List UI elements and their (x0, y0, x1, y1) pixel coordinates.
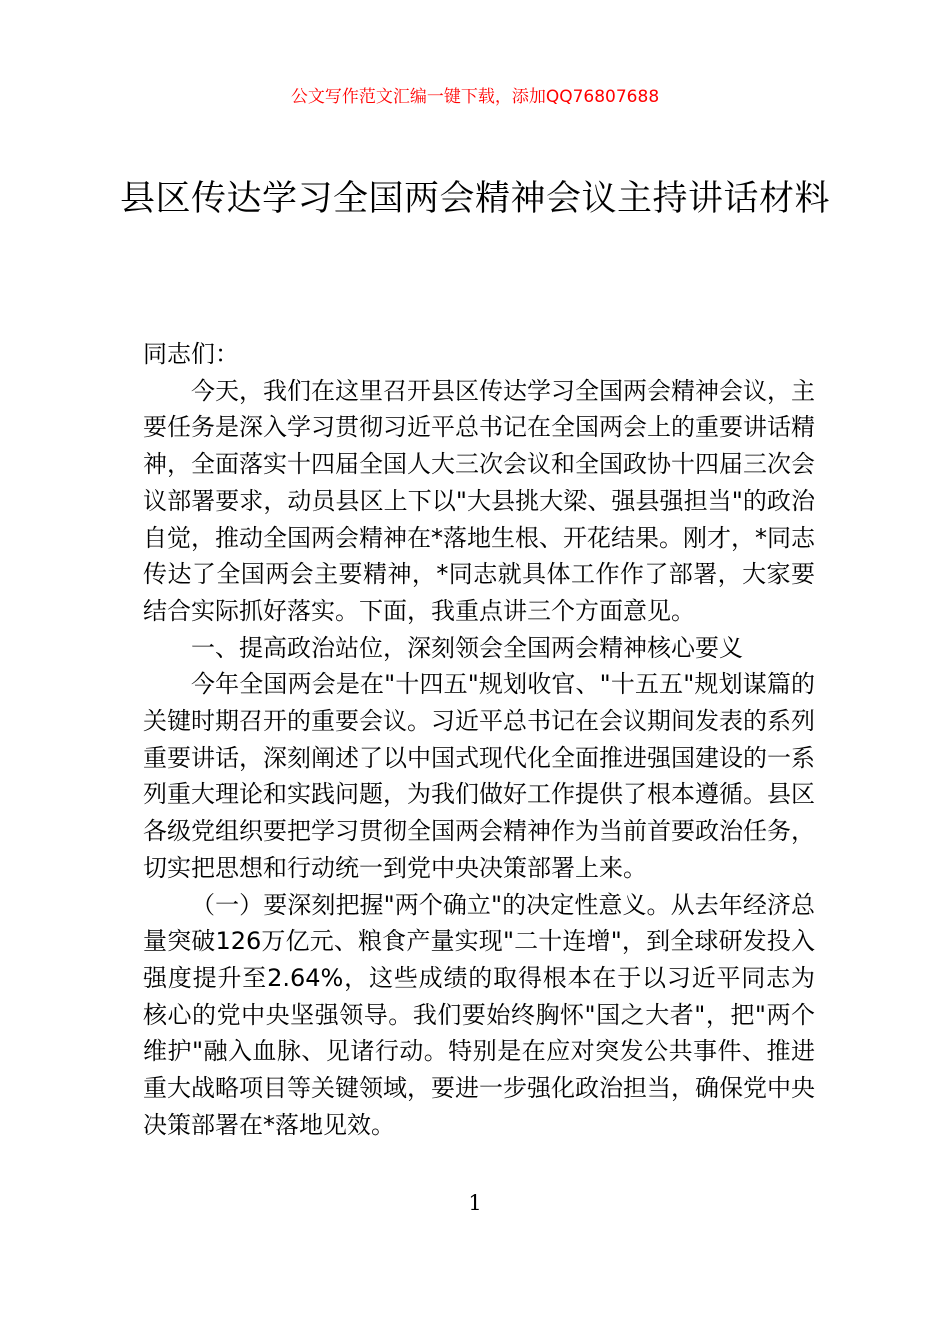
paragraph-intro: 今天，我们在这里召开县区传达学习全国两会精神会议，主要任务是深入学习贯彻习近平总书记在全国两会上的重要讲话精神，全面落实十四届全国人大三次会议和全国政协十四届三次会议部署要求，动员县区上下以"大县挑大梁、强县强担当"的政治自觉，推动全国两会精神在*落地生根、开花结果。刚才，*同志传达了全国两会主要精神，*同志就具体工作作了部署，大家要结合实际抓好落实。下面，我重点讲三个方面意见。 (143, 376, 815, 625)
download-promo-header: 公文写作范文汇编一键下载，添加QQ76807688 (290, 87, 660, 107)
paragraph-subsection-1: （一）要深刻把握"两个确立"的决定性意义。从去年经济总量突破126万亿元、粮食产量实现"二十连增"，到全球研发投入强度提升至2.64%，这些成绩的取得根本在于以习近平同志为核心的党中央坚强领导。我们要始终胸怀"国之大者"，把"两个维护"融入血脉、见诸行动。特别是在应对突发公共事件、推进重大战略项目等关键领域，要进一步强化政治担当，确保党中央决策部署在*落地见效。 (143, 890, 815, 1139)
section-heading-1: 一、提高政治站位，深刻领会全国两会精神核心要义 (191, 633, 743, 662)
document-body (143, 336, 815, 1143)
page-number: 1 (468, 1191, 482, 1215)
paragraph-section-1: 今年全国两会是在"十四五"规划收官、"十五五"规划谋篇的关键时期召开的重要会议。习近平总书记在会议期间发表的系列重要讲话，深刻阐述了以中国式现代化全面推进强国建设的一系列重大理论和实践问题，为我们做好工作提供了根本遵循。县区各级党组织要把学习贯彻全国两会精神作为当前首要政治任务，切实把思想和行动统一到党中央决策部署上来。 (143, 670, 815, 882)
salutation: 同志们： (143, 340, 239, 368)
document-title: 县区传达学习全国两会精神会议主持讲话材料 (119, 179, 830, 219)
